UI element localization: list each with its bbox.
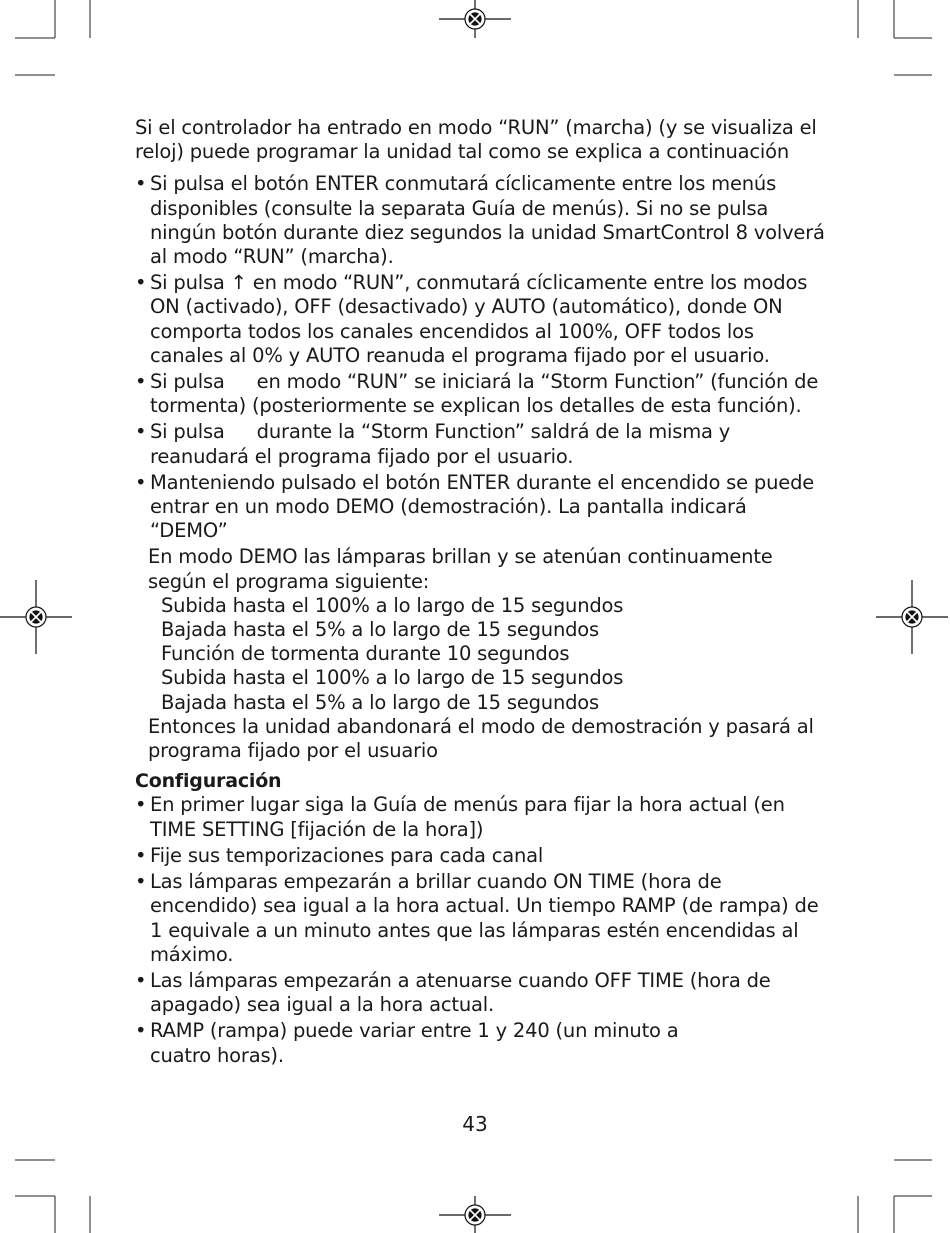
config-bullet: • RAMP (rampa) puede variar entre 1 y 240 (un minuto a cuatro horas). xyxy=(135,1019,695,1067)
registration-mark-top xyxy=(439,0,511,38)
page-number: 43 xyxy=(462,1112,488,1136)
bullet-enter-button: • Si pulsa el botón ENTER conmutará cíclicamente entre los menús disponibles (consulte la separata Guía de menús). Si no se pulsa ningún botón durante diez segundos la unidad SmartControl 8 volverá al modo “RUN” (marcha). xyxy=(135,172,825,269)
demo-step: Subida hasta el 100% a lo largo de 15 segundos xyxy=(161,593,624,617)
config-bullet: • Las lámparas empezarán a atenuarse cuando OFF TIME (hora de apagado) sea igual a la hora actual. xyxy=(135,969,825,1017)
bullet-storm-exit xyxy=(135,420,825,468)
demo-intro: En modo DEMO las lámparas brillan y se atenúan continuamente según el programa siguiente: xyxy=(148,545,773,593)
storm-start-before: Si pulsa xyxy=(150,370,225,394)
config-bullet: • En primer lugar siga la Guía de menús para fijar la hora actual (en TIME SETTING [fijación de la hora]) xyxy=(135,793,825,841)
section-heading-configuration: Configuración xyxy=(135,770,282,793)
config-bullet: • Las lámparas empezarán a brillar cuando ON TIME (hora de encendido) sea igual a la hora actual. Un tiempo RAMP (de rampa) de 1 equivale a un minuto antes que las lámparas estén encendidas al máximo. xyxy=(135,870,825,967)
demo-end: Entonces la unidad abandonará el modo de demostración y pasará al programa fijado por el usuario xyxy=(148,714,814,763)
storm-start-after: en modo “RUN” se iniciará la “Storm Function” (función de tormenta) (posteriormente se explican los detalles de esta función). xyxy=(150,370,819,418)
registration-mark-right xyxy=(876,580,948,654)
registration-mark-bottom xyxy=(439,1196,511,1233)
storm-exit-before: Si pulsa xyxy=(150,420,225,444)
page-body xyxy=(135,116,825,1070)
bullet-storm-start xyxy=(135,370,825,418)
intro-paragraph: Si el controlador ha entrado en modo “RUN” (marcha) (y se visualiza el reloj) puede programar la unidad tal como se explica a continuación xyxy=(135,116,817,164)
config-bullet: • Fije sus temporizaciones para cada canal xyxy=(135,844,825,868)
bullet-demo-mode: • Manteniendo pulsado el botón ENTER durante el encendido se puede entrar en un modo DEMO (demostración). La pantalla indicará “DEMO” xyxy=(135,471,825,544)
bullet-up-arrow-mode: • Si pulsa ↑ en modo “RUN”, conmutará cíclicamente entre los modos ON (activado), OFF (desactivado) y AUTO (automático), donde ON comporta todos los canales encendidos al 100%, OFF todos los canales al 0% y AUTO reanuda el programa fijado por el usuario. xyxy=(135,271,825,368)
demo-step: Función de tormenta durante 10 segundos xyxy=(161,642,570,666)
registration-mark-left xyxy=(0,580,72,654)
demo-step: Bajada hasta el 5% a lo largo de 15 segundos xyxy=(161,618,599,642)
demo-step: Bajada hasta el 5% a lo largo de 15 segundos xyxy=(161,690,599,714)
demo-step: Subida hasta el 100% a lo largo de 15 segundos xyxy=(161,666,624,690)
storm-exit-after: durante la “Storm Function” saldrá de la misma y reanudará el programa fijado por el usuario. xyxy=(150,420,731,468)
